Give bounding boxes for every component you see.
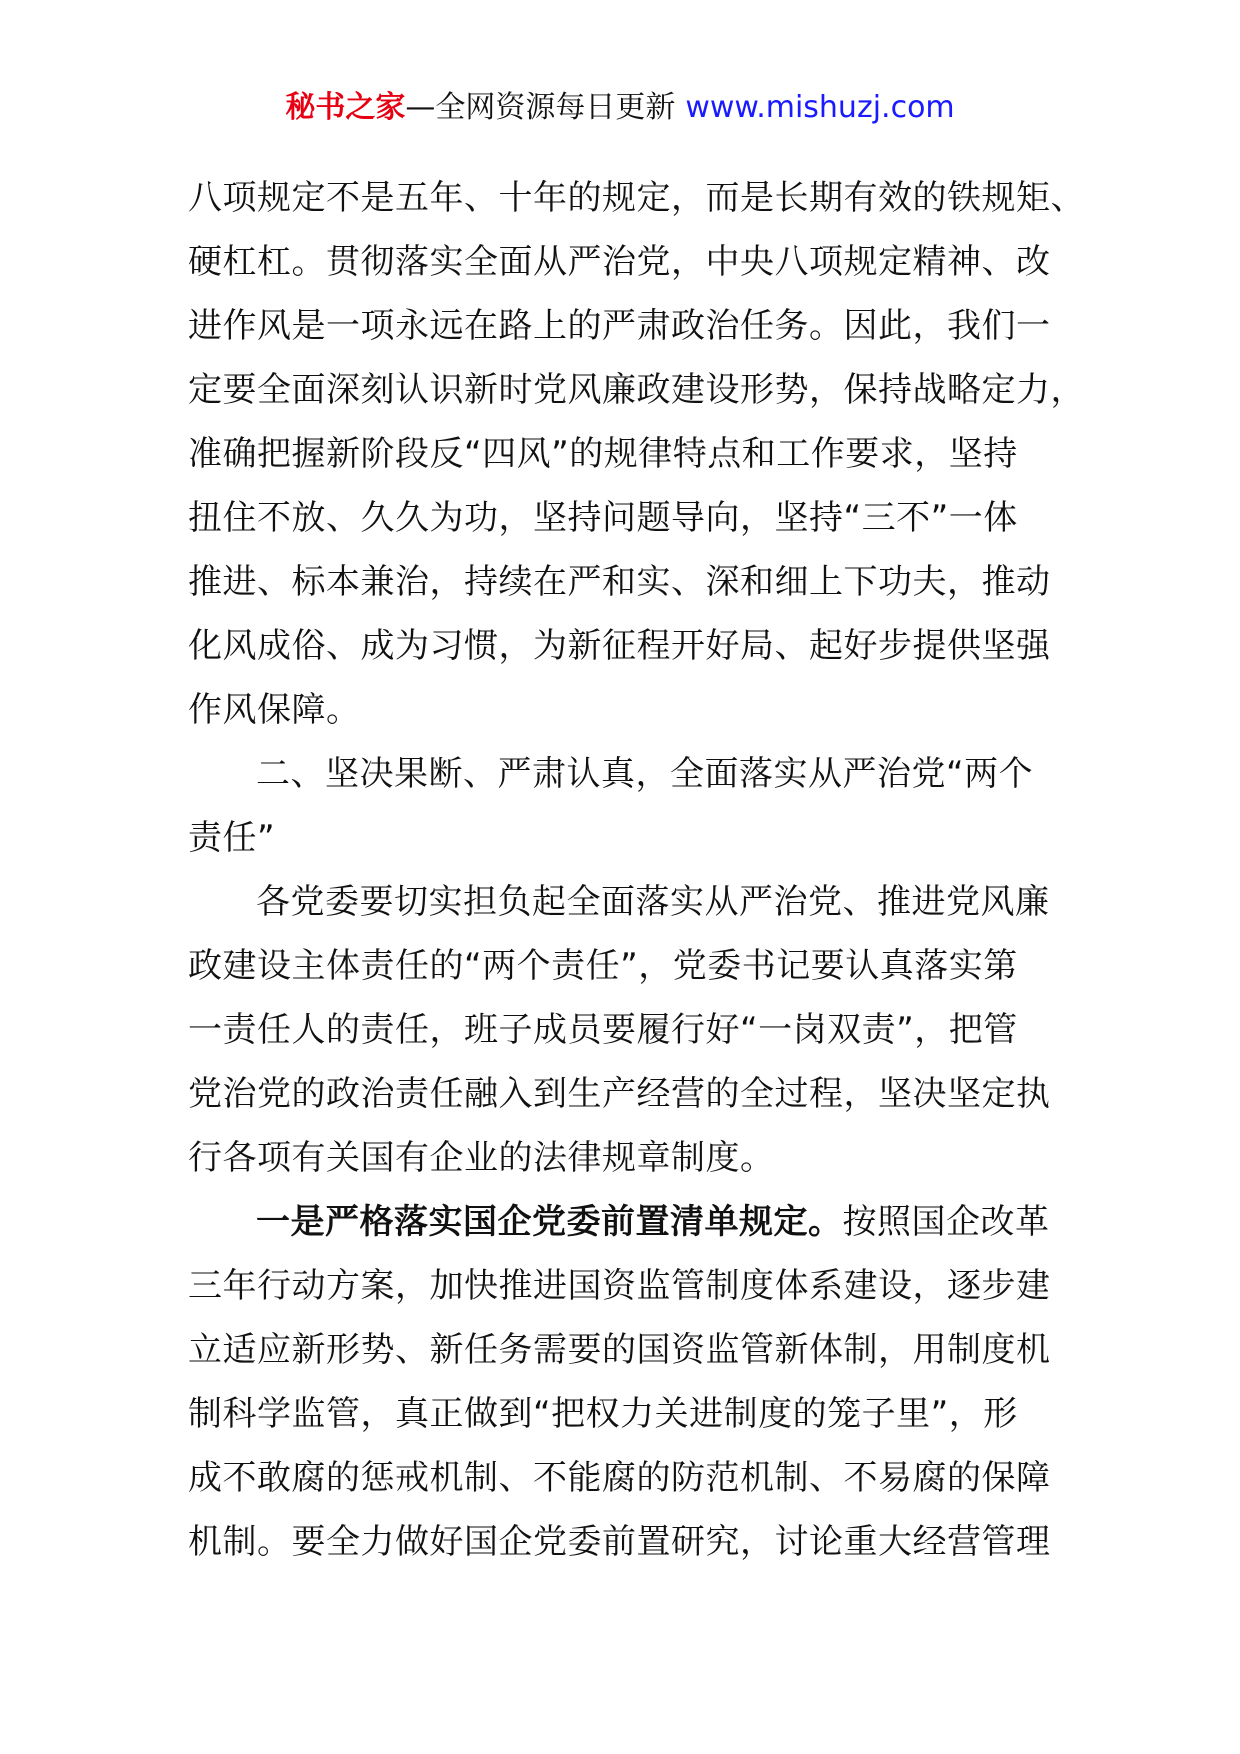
text-line: 化风成俗、成为习惯，为新征程开好局、起好步提供坚强 — [188, 626, 1051, 666]
paragraph-3 — [188, 1190, 1058, 1574]
document-body — [188, 166, 1085, 1574]
text-run: 按照国企改革 — [842, 1202, 1050, 1242]
site-url-link[interactable]: www.mishuzj.com — [685, 90, 955, 125]
heading-line: 责任” — [188, 818, 276, 858]
text-line: 定要全面深刻认识新时党风廉政建设形势，保持战略定力， — [188, 370, 1085, 410]
paragraph-2 — [188, 870, 1058, 1190]
text-line: 八项规定不是五年、十年的规定，而是长期有效的铁规矩、 — [188, 178, 1085, 218]
text-line: 扭住不放、久久为功，坚持问题导向，坚持“三不”一体 — [188, 498, 1018, 538]
text-line: 政建设主体责任的“两个责任”，党委书记要认真落实第 — [188, 946, 1018, 986]
bold-lead-sentence: 一是严格落实国企党委前置清单规定。 — [256, 1202, 843, 1242]
text-line: 机制。要全力做好国企党委前置研究，讨论重大经营管理 — [188, 1522, 1051, 1562]
text-line: 推进、标本兼治，持续在严和实、深和细上下功夫，推动 — [188, 562, 1051, 602]
text-line: 准确把握新阶段反“四风”的规律特点和工作要求，坚持 — [188, 434, 1018, 474]
text-line: 三年行动方案，加快推进国资监管制度体系建设，逐步建 — [188, 1266, 1051, 1306]
text-line — [188, 1190, 1058, 1254]
text-line: 各党委要切实担负起全面落实从严治党、推进党风廉 — [256, 882, 1050, 922]
section-heading-2 — [188, 742, 1058, 870]
brand-name: 秘书之家 — [285, 90, 406, 125]
text-line: 硬杠杠。贯彻落实全面从严治党，中央八项规定精神、改 — [188, 242, 1051, 282]
banner-tagline: —全网资源每日更新 — [405, 90, 676, 125]
text-line: 制科学监管，真正做到“把权力关进制度的笼子里”，形 — [188, 1394, 1018, 1434]
text-line: 成不敢腐的惩戒机制、不能腐的防范机制、不易腐的保障 — [188, 1458, 1051, 1498]
text-line: 立适应新形势、新任务需要的国资监管新体制，用制度机 — [188, 1330, 1051, 1370]
text-line: 进作风是一项永远在路上的严肃政治任务。因此，我们一 — [188, 306, 1051, 346]
paragraph-1 — [188, 166, 1085, 742]
heading-line: 二、坚决果断、严肃认真，全面落实从严治党“两个 — [256, 754, 1034, 794]
text-line: 党治党的政治责任融入到生产经营的全过程，坚决坚定执 — [188, 1074, 1051, 1114]
text-line: 作风保障。 — [188, 690, 361, 730]
site-banner — [0, 86, 1240, 130]
text-line: 行各项有关国有企业的法律规章制度。 — [188, 1138, 775, 1178]
text-line: 一责任人的责任，班子成员要履行好“一岗双责”，把管 — [188, 1010, 1018, 1050]
